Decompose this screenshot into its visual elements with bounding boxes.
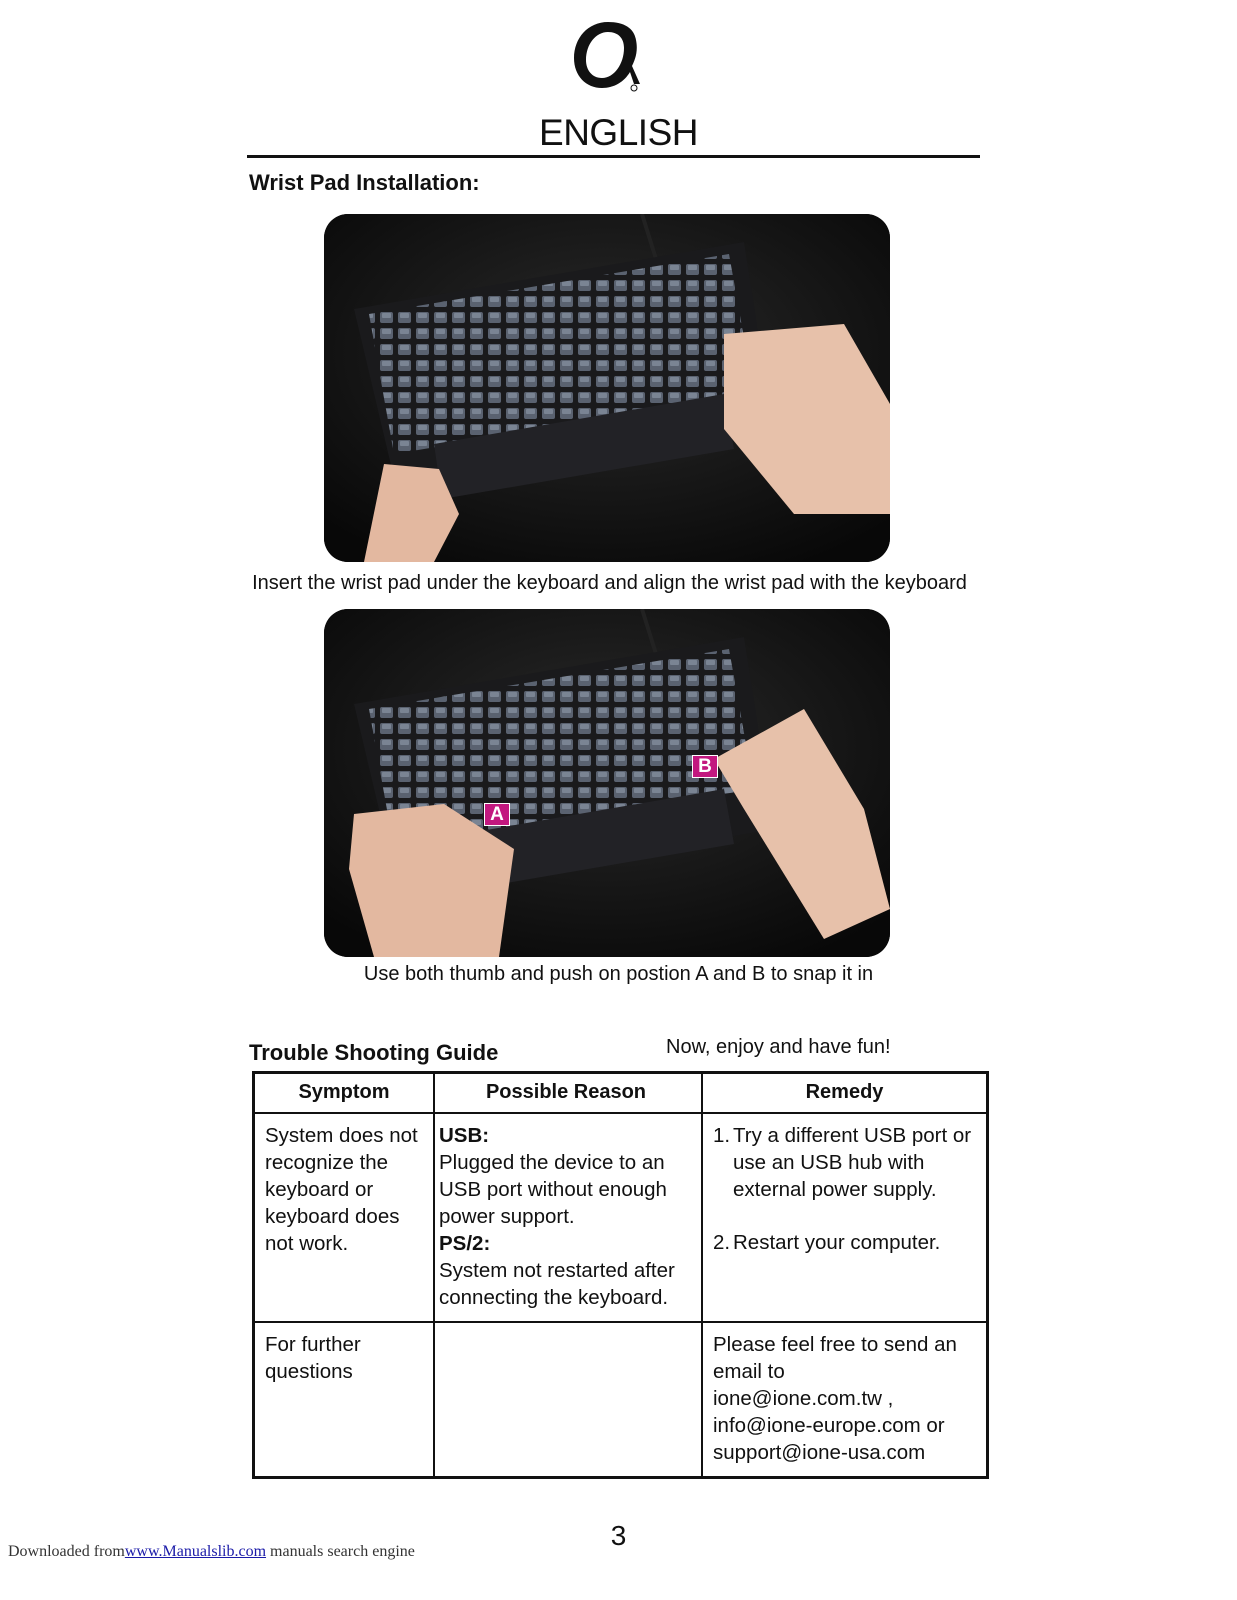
email-ione-usa[interactable]: support@ione-usa.com: [713, 1441, 926, 1464]
remedy-item: [713, 1229, 978, 1256]
email-ione-tw[interactable]: ione@ione.com.tw ,: [713, 1387, 894, 1410]
section-title: Wrist Pad Installation:: [249, 170, 480, 195]
marker-a: A: [484, 803, 510, 826]
language-title: ENGLISH: [539, 112, 698, 153]
troubleshooting-table: [252, 1071, 989, 1479]
symptom-cell: [254, 1113, 435, 1322]
remedy-cell: [702, 1113, 988, 1322]
header-possible-reason: Possible Reason: [434, 1073, 702, 1114]
reason-cell: [434, 1322, 702, 1478]
usb-reason: Plugged the device to an USB port without enough power support.: [439, 1151, 667, 1228]
table-header-row: [254, 1073, 988, 1114]
marker-b: B: [692, 755, 718, 778]
manualslib-link[interactable]: www.Manualslib.com: [124, 1543, 267, 1560]
symptom-text: System does not recognize the keyboard or keyboard does not work.: [265, 1124, 418, 1255]
page-number: 3: [610, 1520, 627, 1551]
ps2-label: PS/2:: [439, 1232, 491, 1255]
table-row: [254, 1113, 988, 1322]
guide-title: Trouble Shooting Guide: [249, 1040, 499, 1065]
reason-cell: [434, 1113, 702, 1322]
remedy-intro: Please feel free to send an email to: [713, 1333, 957, 1383]
keyboard-photo-snap: [324, 609, 890, 957]
figure-caption-snap: Use both thumb and push on postion A and B to snap it in: [363, 963, 874, 985]
footer-prefix: Downloaded from: [8, 1543, 125, 1560]
email-ione-europe[interactable]: info@ione-europe.com or: [713, 1414, 945, 1437]
ps2-reason: System not restarted after connecting the keyboard.: [439, 1259, 675, 1309]
symptom-text: For further questions: [265, 1333, 361, 1383]
figure-caption-insert: Insert the wrist pad under the keyboard and align the wrist pad with the keyboard: [252, 572, 967, 594]
header-symptom: Symptom: [254, 1073, 435, 1114]
remedy-number: 2.: [713, 1231, 731, 1254]
table-row: [254, 1322, 988, 1478]
symptom-cell: [254, 1322, 435, 1478]
remedy-item: [713, 1122, 978, 1203]
remedy-number: 1.: [713, 1124, 731, 1147]
download-footer: [8, 1543, 415, 1561]
enjoy-note: Now, enjoy and have fun!: [666, 1036, 891, 1058]
keyboard-photo-insert: [324, 214, 890, 562]
remedy-text: Try a different USB port or use an USB hub with external power supply.: [733, 1124, 972, 1201]
usb-label: USB:: [439, 1124, 490, 1147]
brand-logo-icon: [568, 18, 640, 94]
remedy-text: Restart your computer.: [733, 1231, 941, 1254]
header-remedy: Remedy: [702, 1073, 988, 1114]
remedy-cell: [702, 1322, 988, 1478]
header-divider: [247, 155, 980, 158]
footer-tagline: manuals search engine: [266, 1543, 415, 1560]
